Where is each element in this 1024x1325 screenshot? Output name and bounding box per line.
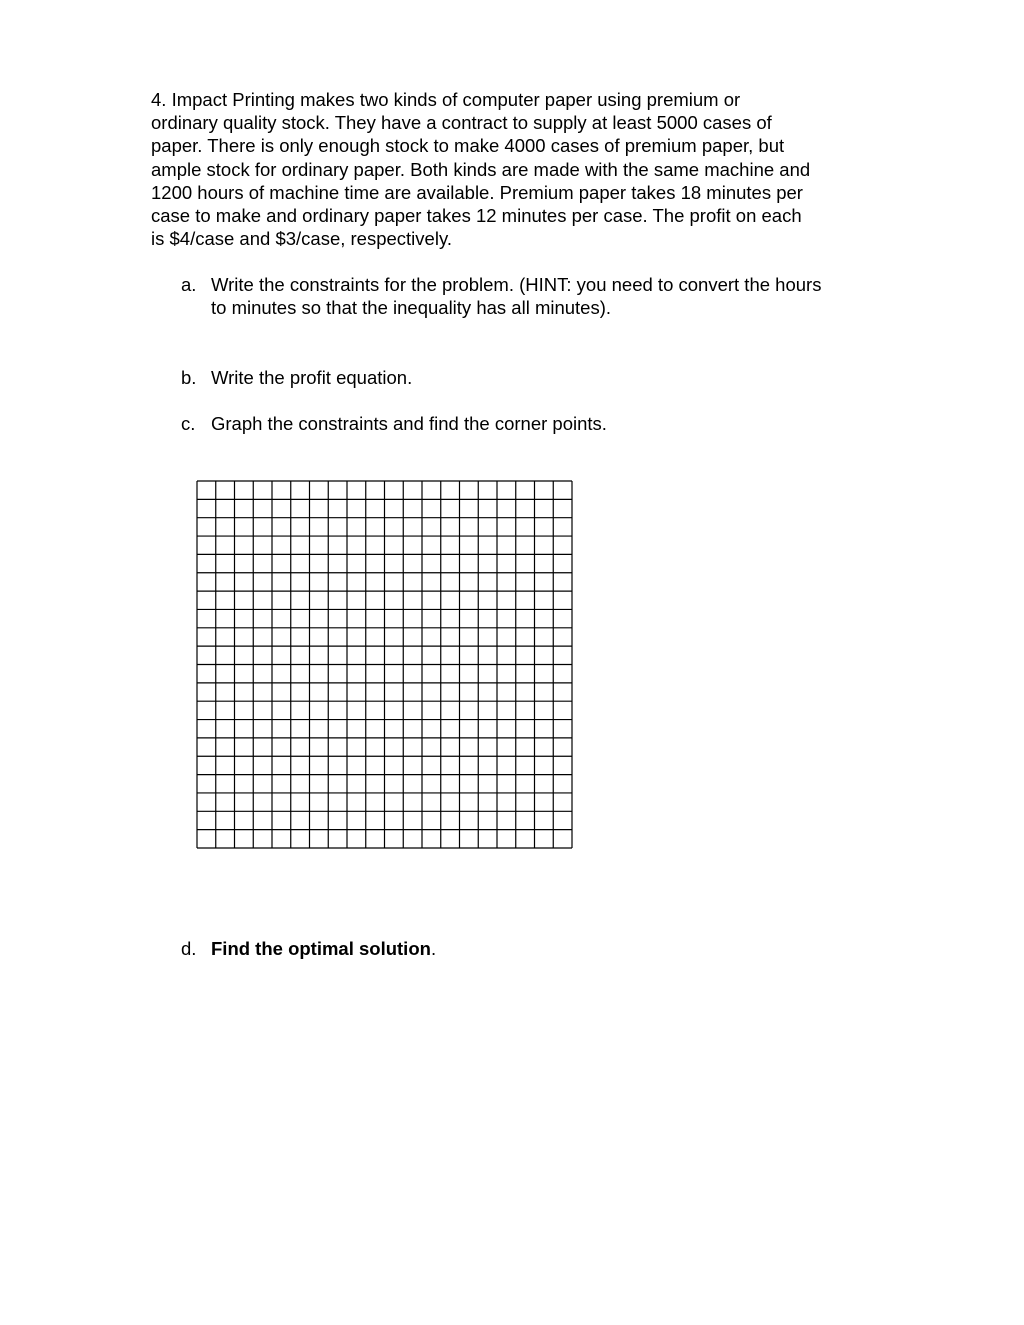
problem-statement bbox=[151, 88, 881, 250]
question-d bbox=[181, 937, 841, 960]
problem-number: 4. bbox=[151, 89, 167, 110]
question-marker: b. bbox=[181, 367, 197, 388]
question-marker: d. bbox=[181, 938, 197, 959]
question-a bbox=[181, 273, 841, 319]
problem-text: Impact Printing makes two kinds of computer paper using premium or ordinary quality stock. They have a contract to supply at least 5000 cases of paper. There is only enough stock to make 4000 cases of premium paper, but ample stock for ordinary paper. Both kinds are made with the same machine and 1200 hours of machine time are available. Premium paper takes 18 minutes per case to make and ordinary paper takes 12 minutes per case. The profit on each is $4/case and $3/case, respectively. bbox=[151, 89, 811, 250]
question-text-bold: Find the optimal solution bbox=[211, 938, 431, 959]
graph-paper-grid bbox=[196, 480, 574, 850]
question-text: Write the constraints for the problem. (HINT: you need to convert the hours to minutes so that the inequality has all minutes). bbox=[211, 274, 822, 319]
question-marker: c. bbox=[181, 413, 196, 434]
question-b bbox=[181, 366, 841, 389]
question-marker: a. bbox=[181, 274, 197, 295]
question-text-end: . bbox=[430, 938, 437, 959]
question-text bbox=[211, 937, 841, 960]
grid-svg bbox=[196, 480, 574, 850]
question-c bbox=[181, 412, 841, 435]
question-text: Graph the constraints and find the corner points. bbox=[211, 413, 607, 434]
question-text: Write the profit equation. bbox=[211, 367, 413, 388]
